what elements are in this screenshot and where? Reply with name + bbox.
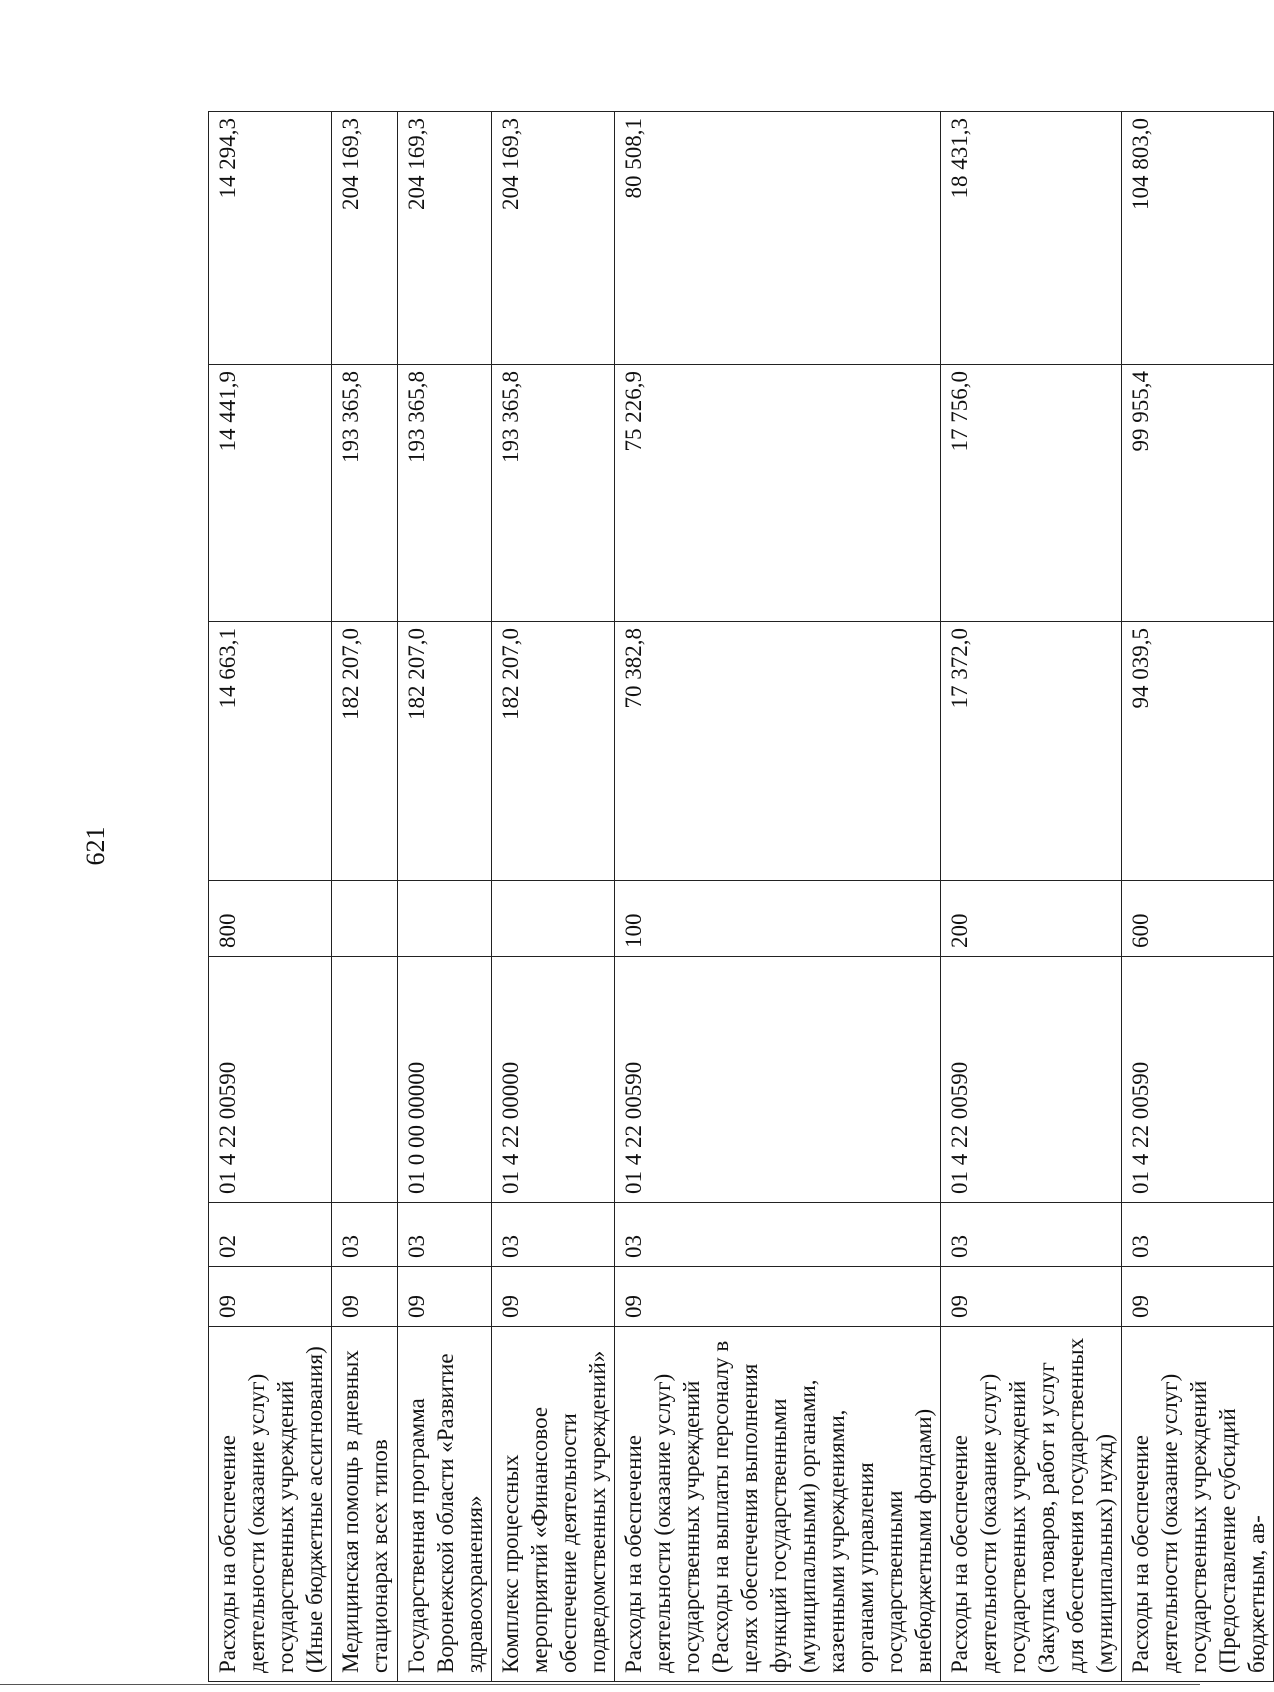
row-name-cell: Расходы на обеспечение деятельности (оказание услуг) государственных учреждений (Закупка товаров, работ и услуг для обеспечения государственных (муниципальных) нужд) — [941, 1327, 1122, 1682]
vr-cell — [332, 881, 398, 957]
csr-cell: 01 4 22 00590 — [941, 957, 1122, 1203]
pr-cell: 03 — [615, 1203, 941, 1267]
budget-table-container — [208, 112, 1269, 1682]
sum1-cell: 182 207,0 — [492, 622, 615, 881]
table-row — [398, 112, 492, 1682]
row-name-cell: Комплекс процессных мероприятий «Финансовое обеспечение деятельности подведомственных учреждений» — [492, 1327, 615, 1682]
pr-cell: 03 — [332, 1203, 398, 1267]
csr-cell — [332, 957, 398, 1203]
rz-cell: 09 — [492, 1267, 615, 1327]
table-row — [492, 112, 615, 1682]
pr-cell: 03 — [941, 1203, 1122, 1267]
sum3-cell: 204 169,3 — [332, 112, 398, 365]
sum1-cell: 94 039,5 — [1122, 622, 1274, 881]
sum3-cell: 204 169,3 — [492, 112, 615, 365]
sum3-cell: 104 803,0 — [1122, 112, 1274, 365]
sum2-cell: 193 365,8 — [492, 365, 615, 622]
sum3-cell: 18 431,3 — [941, 112, 1122, 365]
sum2-cell: 99 955,4 — [1122, 365, 1274, 622]
table-row — [941, 112, 1122, 1682]
vr-cell: 800 — [209, 881, 332, 957]
vr-cell — [398, 881, 492, 957]
sum1-cell: 70 382,8 — [615, 622, 941, 881]
rz-cell: 09 — [615, 1267, 941, 1327]
sum3-cell: 80 508,1 — [615, 112, 941, 365]
sum1-cell: 14 663,1 — [209, 622, 332, 881]
vr-cell: 600 — [1122, 881, 1274, 957]
vr-cell: 100 — [615, 881, 941, 957]
pr-cell: 03 — [398, 1203, 492, 1267]
sum1-cell: 182 207,0 — [398, 622, 492, 881]
sum2-cell: 193 365,8 — [332, 365, 398, 622]
pr-cell: 03 — [492, 1203, 615, 1267]
table-row — [332, 112, 398, 1682]
csr-cell: 01 4 22 00590 — [209, 957, 332, 1203]
sum2-cell: 14 441,9 — [209, 365, 332, 622]
sum3-cell: 14 294,3 — [209, 112, 332, 365]
rz-cell: 09 — [209, 1267, 332, 1327]
sum1-cell: 17 372,0 — [941, 622, 1122, 881]
csr-cell: 01 0 00 00000 — [398, 957, 492, 1203]
rz-cell: 09 — [941, 1267, 1122, 1327]
page-bottom-rule — [0, 1684, 1200, 1685]
table-body — [209, 112, 1274, 1682]
sum2-cell: 17 756,0 — [941, 365, 1122, 622]
row-name-cell: Государственная программа Воронежской области «Развитие здравоохранения» — [398, 1327, 492, 1682]
sum3-cell: 204 169,3 — [398, 112, 492, 365]
vr-cell: 200 — [941, 881, 1122, 957]
rz-cell: 09 — [398, 1267, 492, 1327]
table-row — [1122, 112, 1274, 1682]
pr-cell: 02 — [209, 1203, 332, 1267]
csr-cell: 01 4 22 00590 — [615, 957, 941, 1203]
table-row — [615, 112, 941, 1682]
vr-cell — [492, 881, 615, 957]
row-name-cell: Расходы на обеспечение деятельности (оказание услуг) государственных учреждений (Иные бюджетные ассигнования) — [209, 1327, 332, 1682]
sum2-cell: 75 226,9 — [615, 365, 941, 622]
table-row — [209, 112, 332, 1682]
rz-cell: 09 — [1122, 1267, 1274, 1327]
rz-cell: 09 — [332, 1267, 398, 1327]
budget-table — [208, 111, 1274, 1682]
row-name-cell: Расходы на обеспечение деятельности (оказание услуг) государственных учреждений (Предоставление субсидий бюджетным, ав- — [1122, 1327, 1274, 1682]
pr-cell: 03 — [1122, 1203, 1274, 1267]
csr-cell: 01 4 22 00000 — [492, 957, 615, 1203]
csr-cell: 01 4 22 00590 — [1122, 957, 1274, 1203]
row-name-cell: Медицинская помощь в дневных стационарах всех типов — [332, 1327, 398, 1682]
row-name-cell: Расходы на обеспечение деятельности (оказание услуг) государственных учреждений (Расходы на выплаты персоналу в целях обеспечения выполнения функций государственными (муниципальными) органами, казенными учреждениями, органами управления государственными внебюджетными фондами) — [615, 1327, 941, 1682]
page-number: 621 — [81, 826, 110, 866]
sum1-cell: 182 207,0 — [332, 622, 398, 881]
sum2-cell: 193 365,8 — [398, 365, 492, 622]
